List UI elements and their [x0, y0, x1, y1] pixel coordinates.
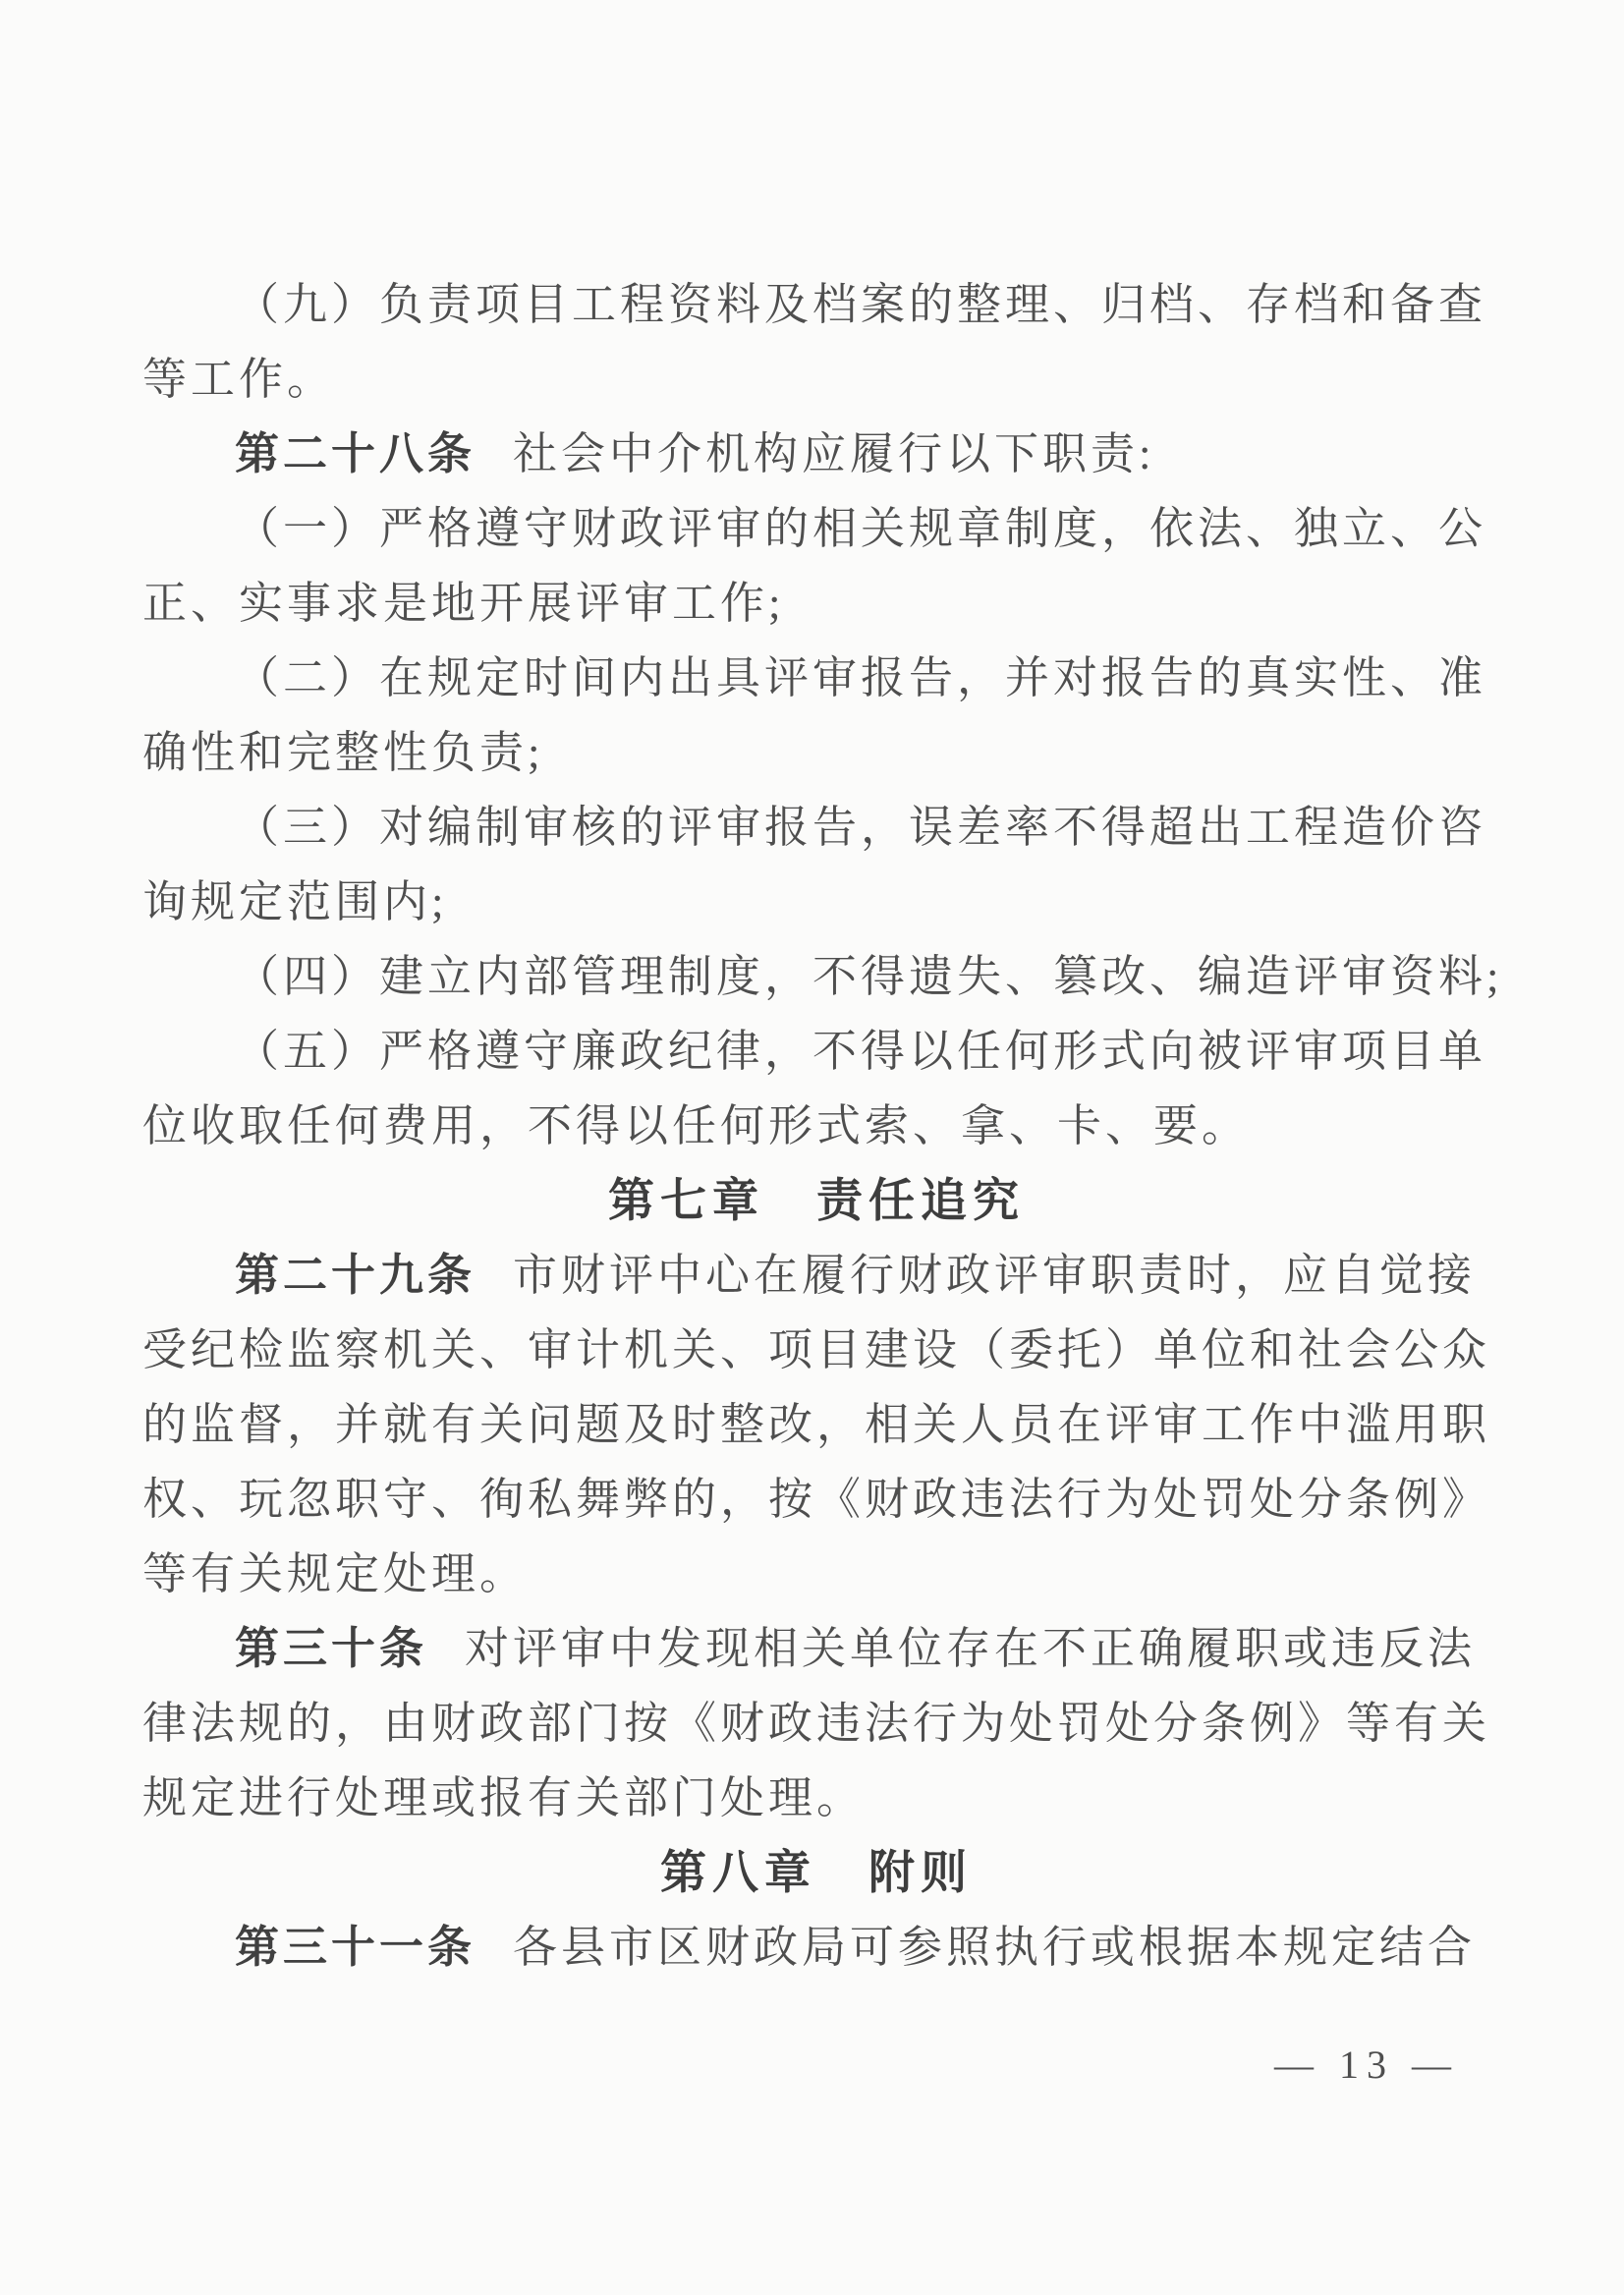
document-line — [142, 491, 1490, 566]
chapter-heading: 第七章 责任追究 — [608, 1174, 1025, 1226]
document-line — [142, 641, 1490, 715]
line-text: 社会中介机构应履行以下职责: — [513, 429, 1155, 478]
page-number: — 13 — — [1274, 2043, 1459, 2087]
line-text: （一）严格遵守财政评审的相关规章制度，依法、独立、公 — [235, 504, 1487, 553]
document-line — [142, 865, 1490, 939]
document-line — [142, 715, 1490, 790]
line-text: （三）对编制审核的评审报告，误差率不得超出工程造价咨 — [235, 803, 1487, 852]
document-line — [142, 1910, 1490, 1985]
document-line — [142, 939, 1503, 1014]
document-line — [142, 267, 1490, 342]
line-text: 各县市区财政局可参照执行或根据本规定结合 — [513, 1923, 1477, 1972]
article-number: 第二十八条 — [235, 428, 476, 478]
document-line — [142, 342, 1490, 417]
document-line — [142, 790, 1490, 865]
line-text: 律法规的，由财政部门按《财政违法行为处罚处分条例》等有关 — [142, 1699, 1491, 1748]
document-line — [142, 566, 1490, 641]
document-line — [142, 1462, 1490, 1537]
article-number: 第二十九条 — [235, 1250, 476, 1300]
document-line — [142, 1761, 1490, 1835]
line-text: 确性和完整性负责; — [142, 728, 544, 777]
document-line — [142, 1686, 1490, 1761]
document-line — [142, 1387, 1490, 1462]
line-text: 等有关规定处理。 — [142, 1549, 529, 1598]
chapter-heading: 第八章 附则 — [660, 1846, 973, 1898]
line-text: （四）建立内部管理制度，不得遗失、篡改、编造评审资料; — [235, 952, 1503, 1001]
document-body — [142, 267, 1503, 1985]
document-line — [142, 1611, 1490, 1686]
document-line — [142, 417, 1490, 491]
line-text: 的监督，并就有关问题及时整改，相关人员在评审工作中滥用职 — [142, 1400, 1491, 1449]
document-line — [142, 1014, 1490, 1089]
line-text: 对评审中发现相关单位存在不正确履职或违反法 — [465, 1624, 1477, 1673]
document-line — [142, 1238, 1490, 1313]
article-number: 第三十一条 — [235, 1922, 476, 1972]
article-number: 第三十条 — [235, 1623, 428, 1673]
line-text: （五）严格遵守廉政纪律，不得以任何形式向被评审项目单 — [235, 1027, 1487, 1076]
document-line — [142, 1537, 1490, 1611]
line-text: 询规定范围内; — [142, 877, 448, 926]
line-text: 权、玩忽职守、徇私舞弊的，按《财政违法行为处罚处分条例》 — [142, 1475, 1491, 1524]
line-text: 受纪检监察机关、审计机关、项目建设（委托）单位和社会公众 — [142, 1325, 1491, 1374]
line-text: （二）在规定时间内出具评审报告，并对报告的真实性、准 — [235, 653, 1487, 702]
document-line — [142, 1313, 1490, 1387]
line-text: 位收取任何费用，不得以任何形式索、拿、卡、要。 — [142, 1101, 1251, 1150]
line-text: 规定进行处理或报有关部门处理。 — [142, 1773, 866, 1822]
document-line — [142, 1089, 1490, 1163]
line-text: 等工作。 — [142, 355, 336, 404]
line-text: （九）负责项目工程资料及档案的整理、归档、存档和备查 — [235, 280, 1487, 329]
line-text: 正、实事求是地开展评审工作; — [142, 579, 785, 628]
line-text: 市财评中心在履行财政评审职责时，应自觉接 — [513, 1251, 1477, 1300]
